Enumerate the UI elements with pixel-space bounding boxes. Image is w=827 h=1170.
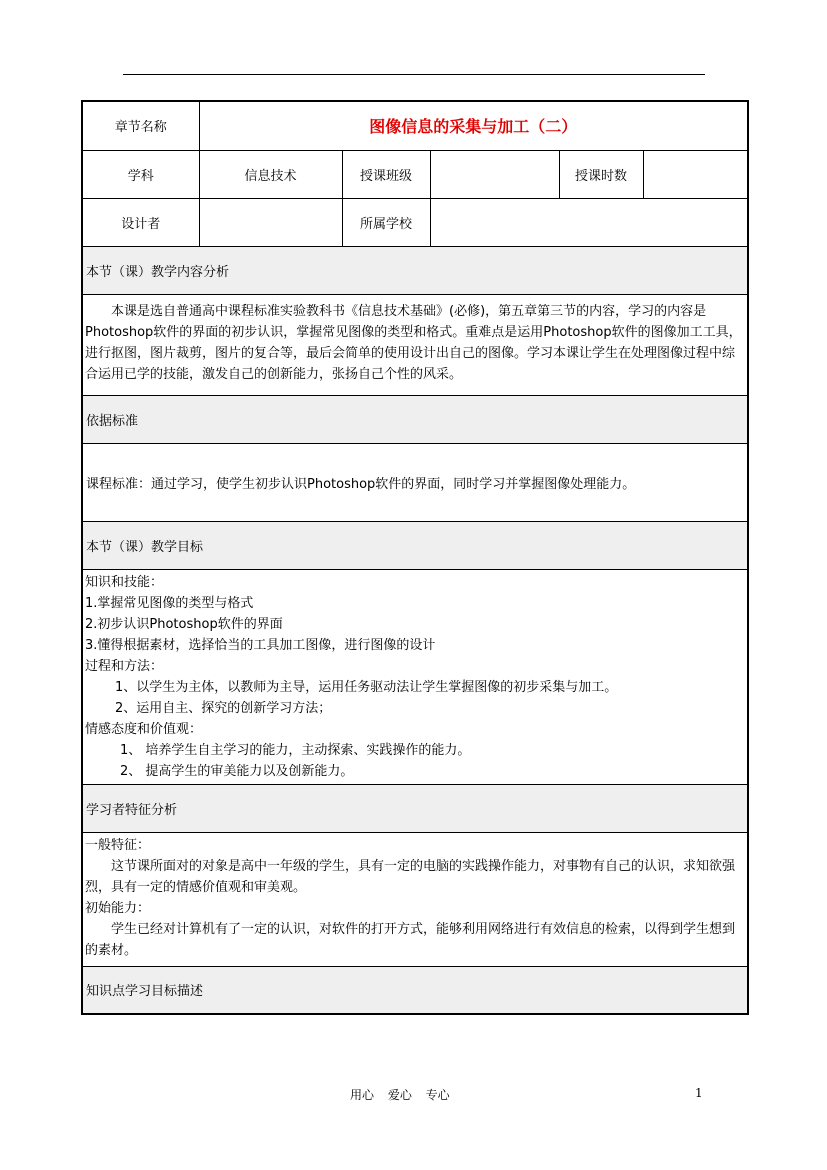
initial-text: 学生已经对计算机有了一定的认识，对软件的打开方式，能够利用网络进行有效信息的检索，以得到学生想到的素材。 — [85, 921, 736, 958]
subject-row — [82, 150, 748, 198]
initial-title: 初始能力： — [85, 900, 151, 916]
objectives-row — [82, 569, 748, 784]
general-text: 这节课所面对的对象是高中一年级的学生，具有一定的电脑的实践操作能力，对事物有自己的认识，求知欲强烈，具有一定的情感价值观和审美观。 — [85, 858, 736, 895]
knowledge-points-heading-row — [82, 966, 748, 1014]
content-analysis-row — [82, 294, 748, 395]
designer-row — [82, 198, 748, 246]
school-label: 所属学校 — [342, 198, 430, 246]
hours-value — [643, 150, 748, 198]
chapter-row — [82, 101, 748, 150]
content-analysis-heading: 本节（课）教学内容分析 — [82, 246, 748, 294]
lesson-plan-table — [81, 100, 749, 1015]
learner-row — [82, 832, 748, 966]
class-value — [430, 150, 559, 198]
objectives-heading: 本节（课）教学目标 — [82, 521, 748, 569]
process-title: 过程和方法： — [85, 658, 164, 674]
process-item-1: 1、以学生为主体，以教师为主导，运用任务驱动法让学生掌握图像的初步采集与加工。 — [115, 679, 618, 695]
knowledge-item-2: 2.初步认识Photoshop软件的界面 — [85, 616, 283, 632]
page-number: 1 — [695, 1086, 703, 1100]
designer-value — [199, 198, 342, 246]
knowledge-title: 知识和技能： — [85, 574, 164, 590]
subject-label: 学科 — [82, 150, 199, 198]
footer-motto: 用心 爱心 专心 — [350, 1088, 450, 1102]
chapter-label: 章节名称 — [82, 101, 199, 150]
learner-heading: 学习者特征分析 — [82, 784, 748, 832]
general-title: 一般特征： — [85, 837, 151, 853]
class-label: 授课班级 — [342, 150, 430, 198]
content-analysis-text: 本课是选自普通高中课程标准实验教科书《信息技术基础》(必修)，第五章第三节的内容，学习的内容是Photoshop软件的界面的初步认识，掌握常见图像的类型和格式。重难点是运用Photoshop软件的图像加工工具，进行抠图，图片裁剪，图片的复合等，最后会简单的使用设计出自己的图像。学习本课让学生在处理图像过程中综合运用已学的技能，激发自己的创新能力，张扬自己个性的风采。 — [85, 303, 742, 382]
attitude-title: 情感态度和价值观： — [85, 721, 203, 737]
header-rule — [123, 74, 705, 75]
standard-heading: 依据标准 — [82, 395, 748, 443]
knowledge-item-3: 3.懂得根据素材，选择恰当的工具加工图像，进行图像的设计 — [85, 637, 436, 653]
attitude-item-2: 2、 提高学生的审美能力以及创新能力。 — [120, 763, 354, 779]
hours-label: 授课时数 — [559, 150, 643, 198]
subject-value: 信息技术 — [199, 150, 342, 198]
knowledge-item-1: 1.掌握常见图像的类型与格式 — [85, 595, 254, 611]
chapter-title: 图像信息的采集与加工（二） — [199, 101, 748, 150]
designer-label: 设计者 — [82, 198, 199, 246]
school-value — [430, 198, 748, 246]
standard-row — [82, 443, 748, 521]
process-item-2: 2、运用自主、探究的创新学习方法； — [115, 700, 332, 716]
objectives-heading-row — [82, 521, 748, 569]
knowledge-points-heading: 知识点学习目标描述 — [82, 966, 748, 1014]
attitude-item-1: 1、 培养学生自主学习的能力，主动探索、实践操作的能力。 — [120, 742, 471, 758]
standard-heading-row — [82, 395, 748, 443]
standard-text: 课程标准：通过学习，使学生初步认识Photoshop软件的界面，同时学习并掌握图像处理能力。 — [82, 443, 748, 521]
learner-heading-row — [82, 784, 748, 832]
content-analysis-heading-row — [82, 246, 748, 294]
